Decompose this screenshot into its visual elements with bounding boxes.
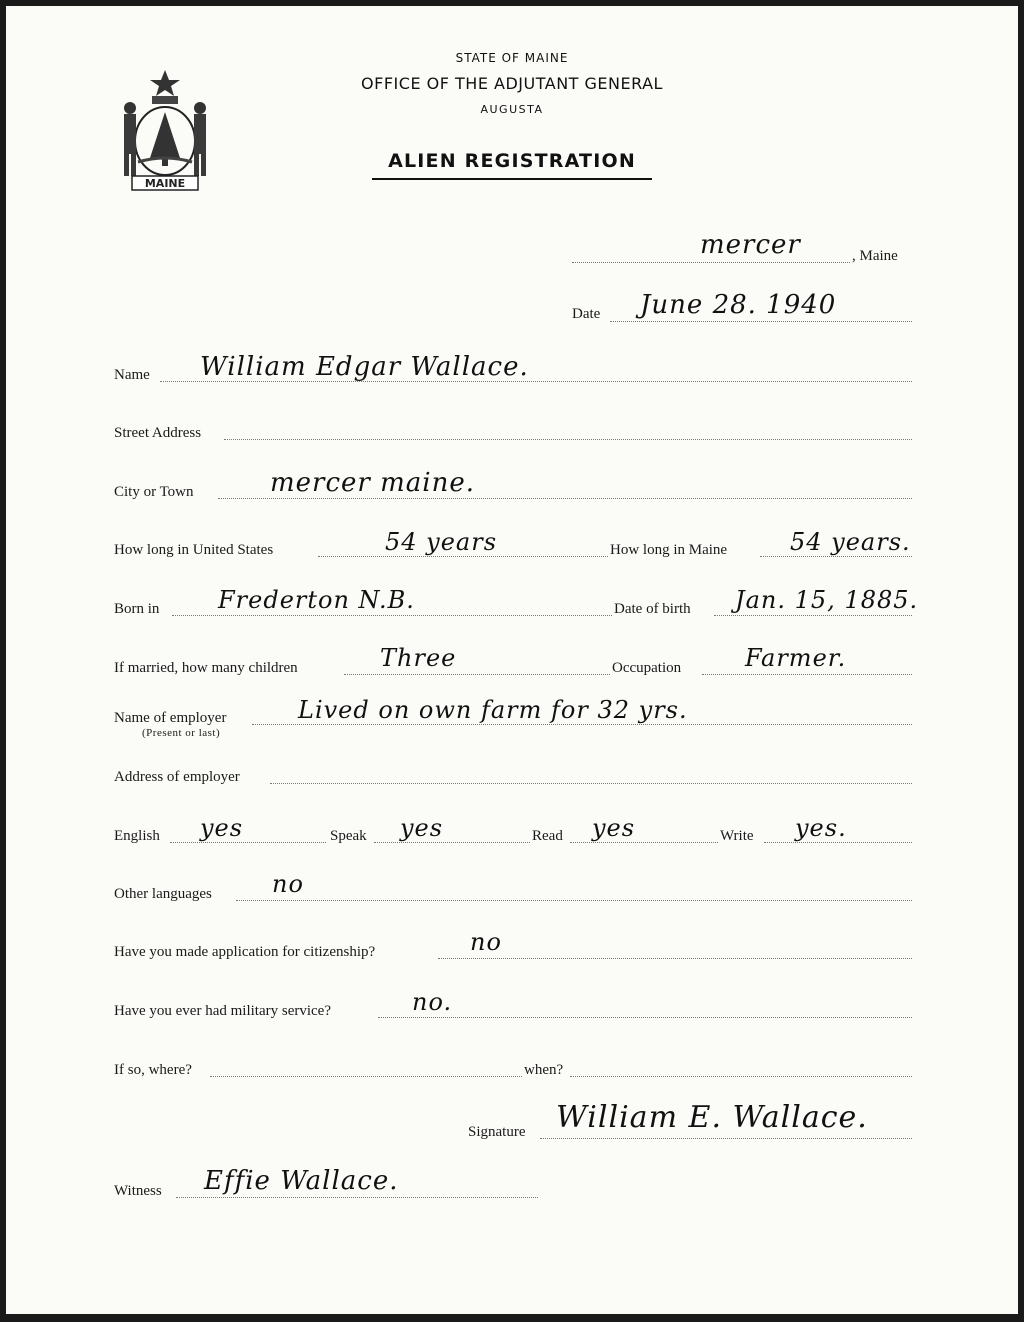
read-entry: yes — [592, 814, 636, 842]
employer-note: (Present or last) — [142, 727, 221, 739]
married-children-line — [344, 674, 610, 675]
write-line — [764, 842, 912, 843]
header-state: STATE OF MAINE — [455, 51, 569, 65]
children-entry: Three — [380, 644, 457, 672]
other-languages-entry: no — [272, 870, 304, 898]
how-long-maine-label: How long in Maine — [610, 542, 728, 558]
street-address-line — [224, 439, 912, 440]
date-of-birth-entry: Jan. 15, 1885. — [735, 586, 919, 614]
date-line — [610, 321, 912, 322]
city-or-town-line — [218, 498, 912, 499]
born-in-entry: Frederton N.B. — [218, 586, 415, 614]
maine-suffix-label: , Maine — [852, 248, 898, 264]
military-entry: no. — [412, 988, 453, 1016]
header-city: AUGUSTA — [480, 103, 544, 116]
military-line — [378, 1017, 912, 1018]
how-long-maine-entry: 54 years. — [790, 528, 911, 556]
employer-label: Name of employer — [114, 710, 227, 726]
born-in-label: Born in — [114, 601, 160, 617]
other-languages-label: Other languages — [114, 886, 212, 902]
read-line — [570, 842, 718, 843]
header-office: OFFICE OF THE ADJUTANT GENERAL — [361, 74, 663, 93]
employer-entry: Lived on own farm for 32 yrs. — [298, 696, 688, 724]
date-of-birth-label: Date of birth — [614, 601, 691, 617]
when-line — [570, 1076, 912, 1077]
signature-entry: William E. Wallace. — [556, 1100, 868, 1135]
street-address-label: Street Address — [114, 425, 202, 441]
signature-line — [540, 1138, 912, 1139]
date-label: Date — [572, 306, 601, 322]
military-label: Have you ever had military service? — [114, 1003, 331, 1019]
town-line — [572, 262, 850, 263]
how-long-us-label: How long in United States — [114, 542, 274, 558]
english-entry: yes — [200, 814, 244, 842]
english-line — [170, 842, 326, 843]
name-entry: William Edgar Wallace. — [200, 352, 529, 382]
city-or-town-label: City or Town — [114, 484, 194, 500]
employer-address-label: Address of employer — [114, 769, 240, 785]
occupation-entry: Farmer. — [745, 644, 847, 672]
when-label: when? — [524, 1062, 564, 1078]
speak-line — [374, 842, 530, 843]
other-languages-line — [236, 900, 912, 901]
citizenship-entry: no — [470, 928, 502, 956]
read-label: Read — [532, 828, 563, 844]
english-label: English — [114, 828, 160, 844]
seal-ribbon-text: MAINE — [144, 177, 186, 190]
speak-entry: yes — [400, 814, 444, 842]
speak-label: Speak — [330, 828, 367, 844]
where-line — [210, 1076, 522, 1077]
city-or-town-entry: mercer maine. — [270, 468, 475, 498]
married-children-label: If married, how many children — [114, 660, 298, 676]
town-entry: mercer — [700, 230, 801, 260]
date-of-birth-line — [714, 615, 912, 616]
how-long-us-entry: 54 years — [385, 528, 498, 556]
date-entry: June 28. 1940 — [640, 290, 837, 320]
write-label: Write — [720, 828, 754, 844]
form-title: ALIEN REGISTRATION — [388, 150, 636, 172]
witness-entry: Effie Wallace. — [204, 1166, 399, 1196]
citizenship-line — [438, 958, 912, 959]
how-long-us-line — [318, 556, 608, 557]
how-long-maine-line — [760, 556, 912, 557]
occupation-line — [702, 674, 912, 675]
if-so-where-label: If so, where? — [114, 1062, 192, 1078]
witness-label: Witness — [114, 1183, 162, 1199]
citizenship-label: Have you made application for citizenship? — [114, 944, 376, 960]
employer-address-line — [270, 783, 912, 784]
employer-line — [252, 724, 912, 725]
signature-label: Signature — [468, 1124, 526, 1140]
witness-line — [176, 1197, 538, 1198]
occupation-label: Occupation — [612, 660, 682, 676]
name-label: Name — [114, 367, 150, 383]
title-underline — [372, 178, 652, 180]
born-in-line — [172, 615, 612, 616]
write-entry: yes. — [795, 814, 847, 842]
